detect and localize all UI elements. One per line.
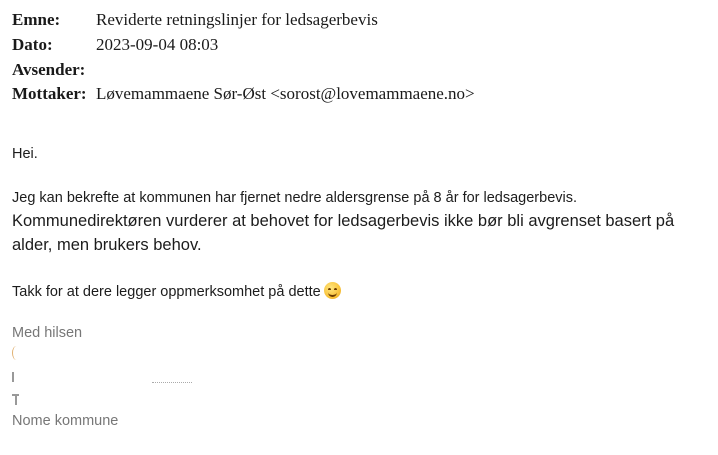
- body-paragraph-line-1: Jeg kan bekrefte at kommunen har fjernet nedre aldersgrense på 8 år for ledsagerbevis.: [12, 190, 578, 206]
- recipient-value: Løvemammaene Sør-Øst <sorost@lovemammaene.no>: [96, 84, 475, 103]
- redacted-signature-name: [12, 346, 21, 360]
- body-paragraph-line-2: Kommunedirektøren vurderer at behovet for ledsagerbevis ikke bør bli avgrenset basert på: [12, 212, 675, 230]
- signature-municipality: Nome kommune: [12, 413, 119, 429]
- sender-value-redacted: [96, 62, 456, 78]
- date-label: Dato:: [12, 35, 53, 54]
- redacted-signature-title: [12, 370, 202, 384]
- subject-value: Reviderte retningslinjer for ledsagerbevis: [96, 10, 378, 29]
- date-value: 2023-09-04 08:03: [96, 35, 219, 54]
- signature-closing: Med hilsen: [12, 325, 83, 341]
- redacted-signature-phone: [12, 392, 22, 406]
- smiling-face-icon: [324, 282, 341, 299]
- greeting: Hei.: [12, 146, 38, 162]
- thanks-text: Takk for at dere legger oppmerksomhet på dette: [12, 284, 321, 300]
- subject-label: Emne:: [12, 10, 61, 29]
- sender-label: Avsender:: [12, 60, 86, 79]
- recipient-label: Mottaker:: [12, 84, 87, 103]
- body-paragraph-line-3: alder, men brukers behov.: [12, 236, 202, 254]
- thanks-line: [12, 282, 341, 300]
